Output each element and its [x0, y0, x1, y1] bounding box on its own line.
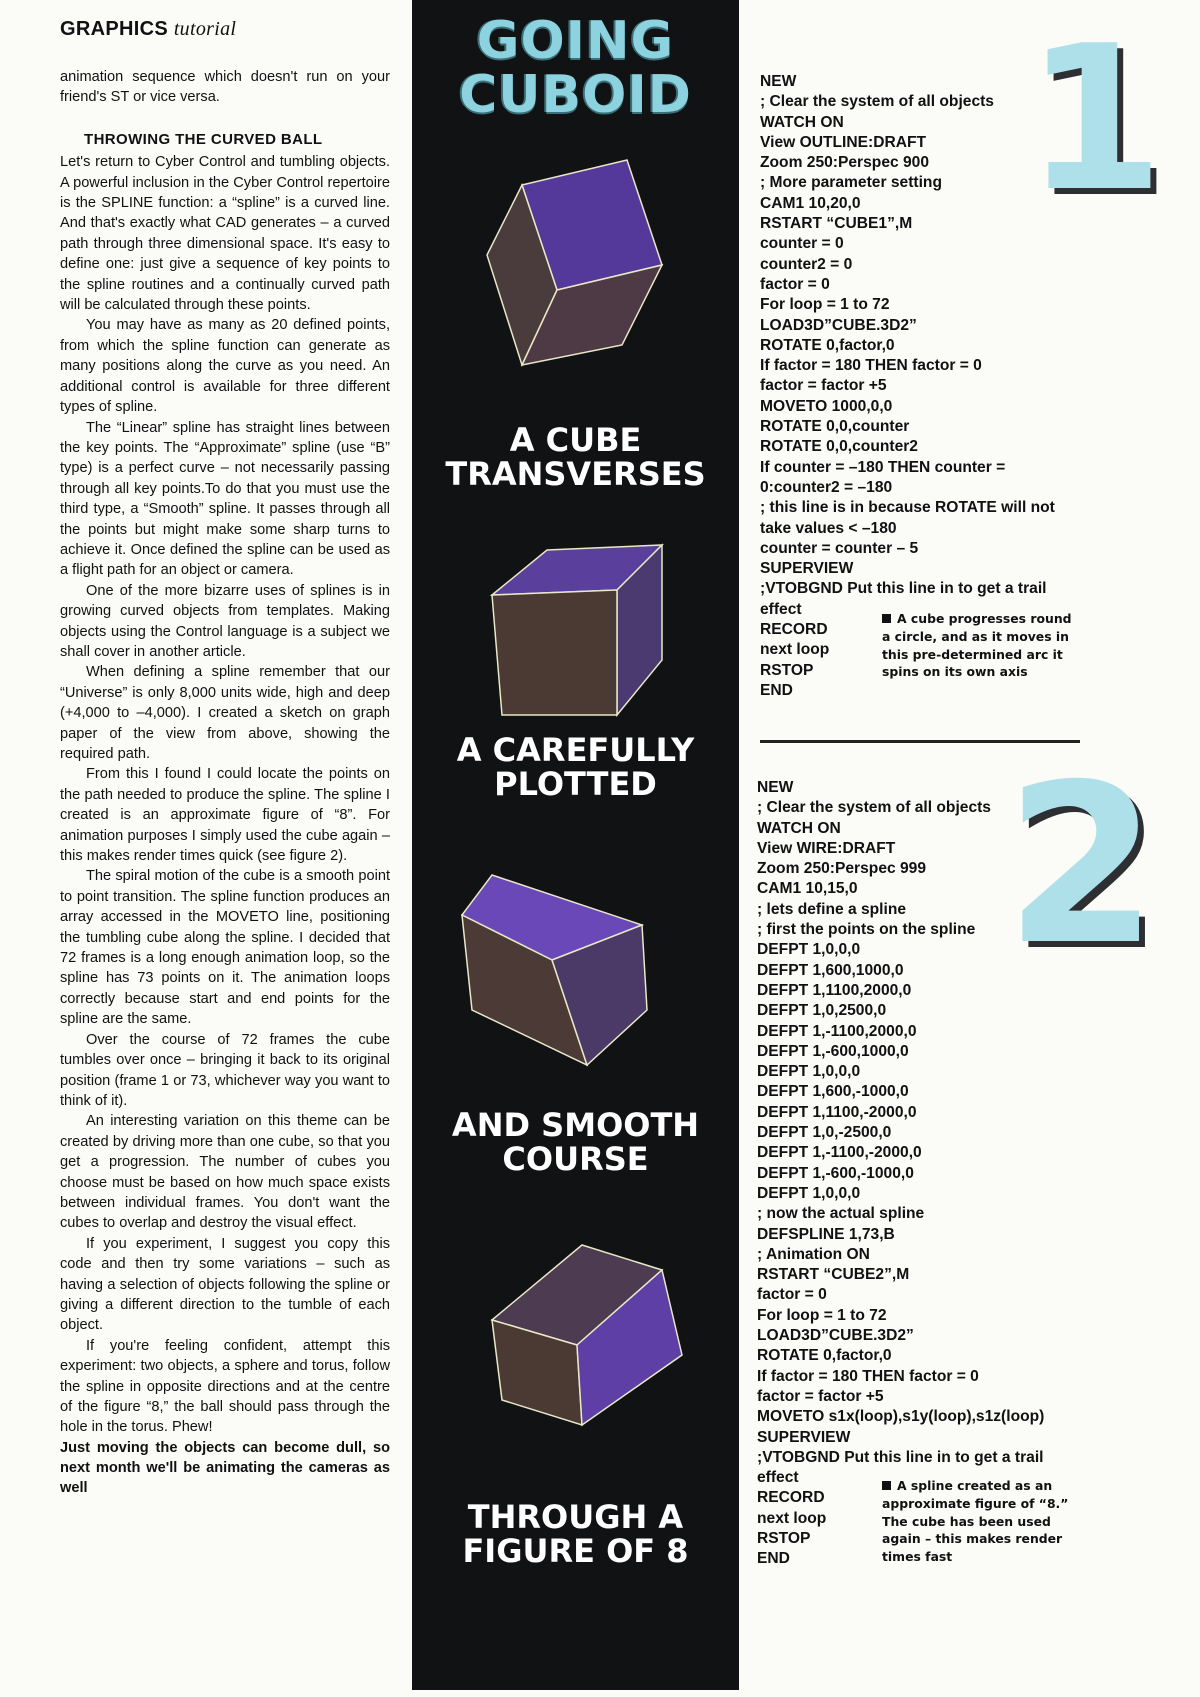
section-header: [60, 18, 390, 41]
paragraph: Over the course of 72 frames the cube tumbles over once – bringing it back to its original position (frame 1 or 73, whichever way you want to think of it).: [60, 1031, 390, 1109]
title-line-1: GOING: [476, 11, 675, 71]
paragraph: One of the more bizarre uses of splines is in growing curved objects from templates. Making objects using the Control language is a subject we shall cover in another article.: [60, 582, 390, 660]
bullet-square: [882, 614, 891, 623]
cube-image-3: [442, 860, 682, 1070]
section-subname: tutorial: [173, 18, 237, 40]
paragraph: You may have as many as 20 defined points, from which the spline function can generate as many positions along the curve as you need. An additional control is available for three different types of spline.: [60, 317, 390, 416]
article-intro: animation sequence which doesn't run on your friend's ST or vice versa.: [60, 69, 390, 106]
article-endnote: [60, 1438, 390, 1498]
caption-3-line-2: COURSE: [502, 1140, 649, 1178]
feature-title: [412, 11, 739, 125]
paragraph: From this I found I could locate the points on the path needed to produce the spline. The spline I created is an approximate figure of “8”. For animation purposes I simply used the cube again – this makes render times quick (see figure 2).: [60, 766, 390, 865]
cube-image-1: [472, 145, 682, 375]
endnote-text: Just moving the objects can become dull, so next month we'll be animating the cameras as well: [60, 1439, 390, 1496]
caption-4-line-1: THROUGH A: [467, 1498, 684, 1536]
caption-1: [412, 423, 739, 491]
cube-image-2: [452, 540, 682, 720]
article-body: [60, 67, 390, 1498]
listing-1-code: NEW ; Clear the system of all objects WATCH ON View OUTLINE:DRAFT Zoom 250:Perspec 900 ; More parameter setting CAM1 10,20,0 RSTART “CUBE1”,M counter = 0 counter2 = 0 factor = 0 For loop = 1 to 72 LOAD3D”CUBE.3D2” ROTATE 0,factor,0 If factor = 180 THEN factor = 0 factor = factor +5 MOVETO 1000,0,0 ROTATE 0,0,counter ROTATE 0,0,counter2 If counter = –180 THEN counter = 0:counter2 = –180 ; this line is in because ROTATE will not take values < –180 counter = counter – 5 SUPERVIEW ;VTOBGND Put this line in to get a trail effect RECORD next loop RSTOP END: [760, 73, 1055, 699]
listing-1-caption-text: A cube progresses round a circle, and as it moves in this pre-determined arc it spins on its own axis: [882, 611, 1072, 680]
listing-1-caption: [882, 610, 1072, 681]
paragraph: Let's return to Cyber Control and tumbling objects. A powerful inclusion in the Cyber Control repertoire is the SPLINE function: a “spline” is a curved line. And that's exactly what CAD generates – a curved path through three dimensional space. It's easy to define one: just give a sequence of key points to the spline routines and a continually curved path will be calculated through these points.: [60, 154, 390, 314]
paragraph: The “Linear” spline has straight lines between the key points. The “Approximate” spline (use “B” type) is a perfect curve – not necessarily passing through all key points.To do that you must use the third type, a “Smooth” spline. It passes through all the points but might make some sharp turns to achieve it. Once defined the spline can be used as a flight path for an object or camera.: [60, 419, 390, 579]
listing-2-caption-text: A spline created as an approximate figure of “8.” The cube has been used again – this makes render times fast: [882, 1478, 1069, 1565]
paragraph: An interesting variation on this theme can be created by driving more than one cube, so that you get a progression. The number of cubes you choose must be based on how much space exists between individual frames. You don't want the cubes to overlap and destroy the visual effect.: [60, 1113, 390, 1232]
listing-2-code: NEW ; Clear the system of all objects WATCH ON View WIRE:DRAFT Zoom 250:Perspec 999 CAM1 10,15,0 ; lets define a spline ; first the points on the spline DEFPT 1,0,0,0 DEFPT 1,600,1000,0 DEFPT 1,1100,2000,0 DEFPT 1,0,2500,0 DEFPT 1,-1100,2000,0 DEFPT 1,-600,1000,0 DEFPT 1,0,0,0 DEFPT 1,600,-1000,0 DEFPT 1,1100,-2000,0 DEFPT 1,0,-2500,0 DEFPT 1,-1100,-2000,0 DEFPT 1,-600,-1000,0 DEFPT 1,0,0,0 ; now the actual spline DEFSPLINE 1,73,B ; Animation ON RSTART “CUBE2”,M factor = 0 For loop = 1 to 72 LOAD3D”CUBE.3D2” ROTATE 0,factor,0 If factor = 180 THEN factor = 0 factor = factor +5 MOVETO s1x(loop),s1y(loop),s1z(loop) SUPERVIEW ;VTOBGND Put this line in to get a trail effect RECORD next loop RSTOP END: [757, 779, 1045, 1568]
title-line-2: CUBOID: [459, 65, 692, 125]
listing-2-number: 2: [1005, 737, 1159, 993]
bullet-square: [882, 1481, 891, 1490]
paragraph: If you experiment, I suggest you copy this code and then try some variations – such as having a selection of objects following the spline or giving a different direction to the tumble of each object.: [60, 1235, 390, 1334]
caption-1-line-1: A CUBE: [509, 421, 642, 459]
caption-4: [412, 1500, 739, 1568]
caption-1-line-2: TRANSVERSES: [445, 455, 706, 493]
listing-2-caption: [882, 1477, 1078, 1566]
caption-2: [412, 733, 739, 801]
article-column: [60, 18, 390, 1498]
listing-1-number: 1: [1025, 3, 1165, 236]
cube-image-4: [482, 1240, 692, 1430]
article-subhead: THROWING THE CURVED BALL: [84, 130, 323, 148]
paragraph: The spiral motion of the cube is a smooth point to point transition. The spline function produces an array accessed in the MOVETO line, positioning the tumbling cube along the spline. I decided that 72 frames is a long enough animation loop, so the spline has 73 points on it. The animation loops correctly because start and end points for the spline are the same.: [60, 868, 390, 1028]
paragraph: If you're feeling confident, attempt this experiment: two objects, a sphere and torus, follow the spline in opposite directions and at the centre of the figure “8,” the ball should pass through the hole in the torus. Phew!: [60, 1337, 390, 1436]
caption-2-line-2: PLOTTED: [494, 765, 657, 803]
feature-panel: [412, 0, 739, 1690]
caption-2-line-1: A CAREFULLY: [456, 731, 695, 769]
caption-3-line-1: AND SMOOTH: [451, 1106, 700, 1144]
caption-4-line-2: FIGURE OF 8: [462, 1532, 689, 1570]
paragraph: When defining a spline remember that our “Universe” is only 8,000 units wide, high and deep (+4,000 to –4,000). I created a sketch on graph paper of the view from above, showing the required path.: [60, 664, 390, 762]
caption-3: [412, 1108, 739, 1176]
section-name: GRAPHICS: [60, 18, 168, 40]
